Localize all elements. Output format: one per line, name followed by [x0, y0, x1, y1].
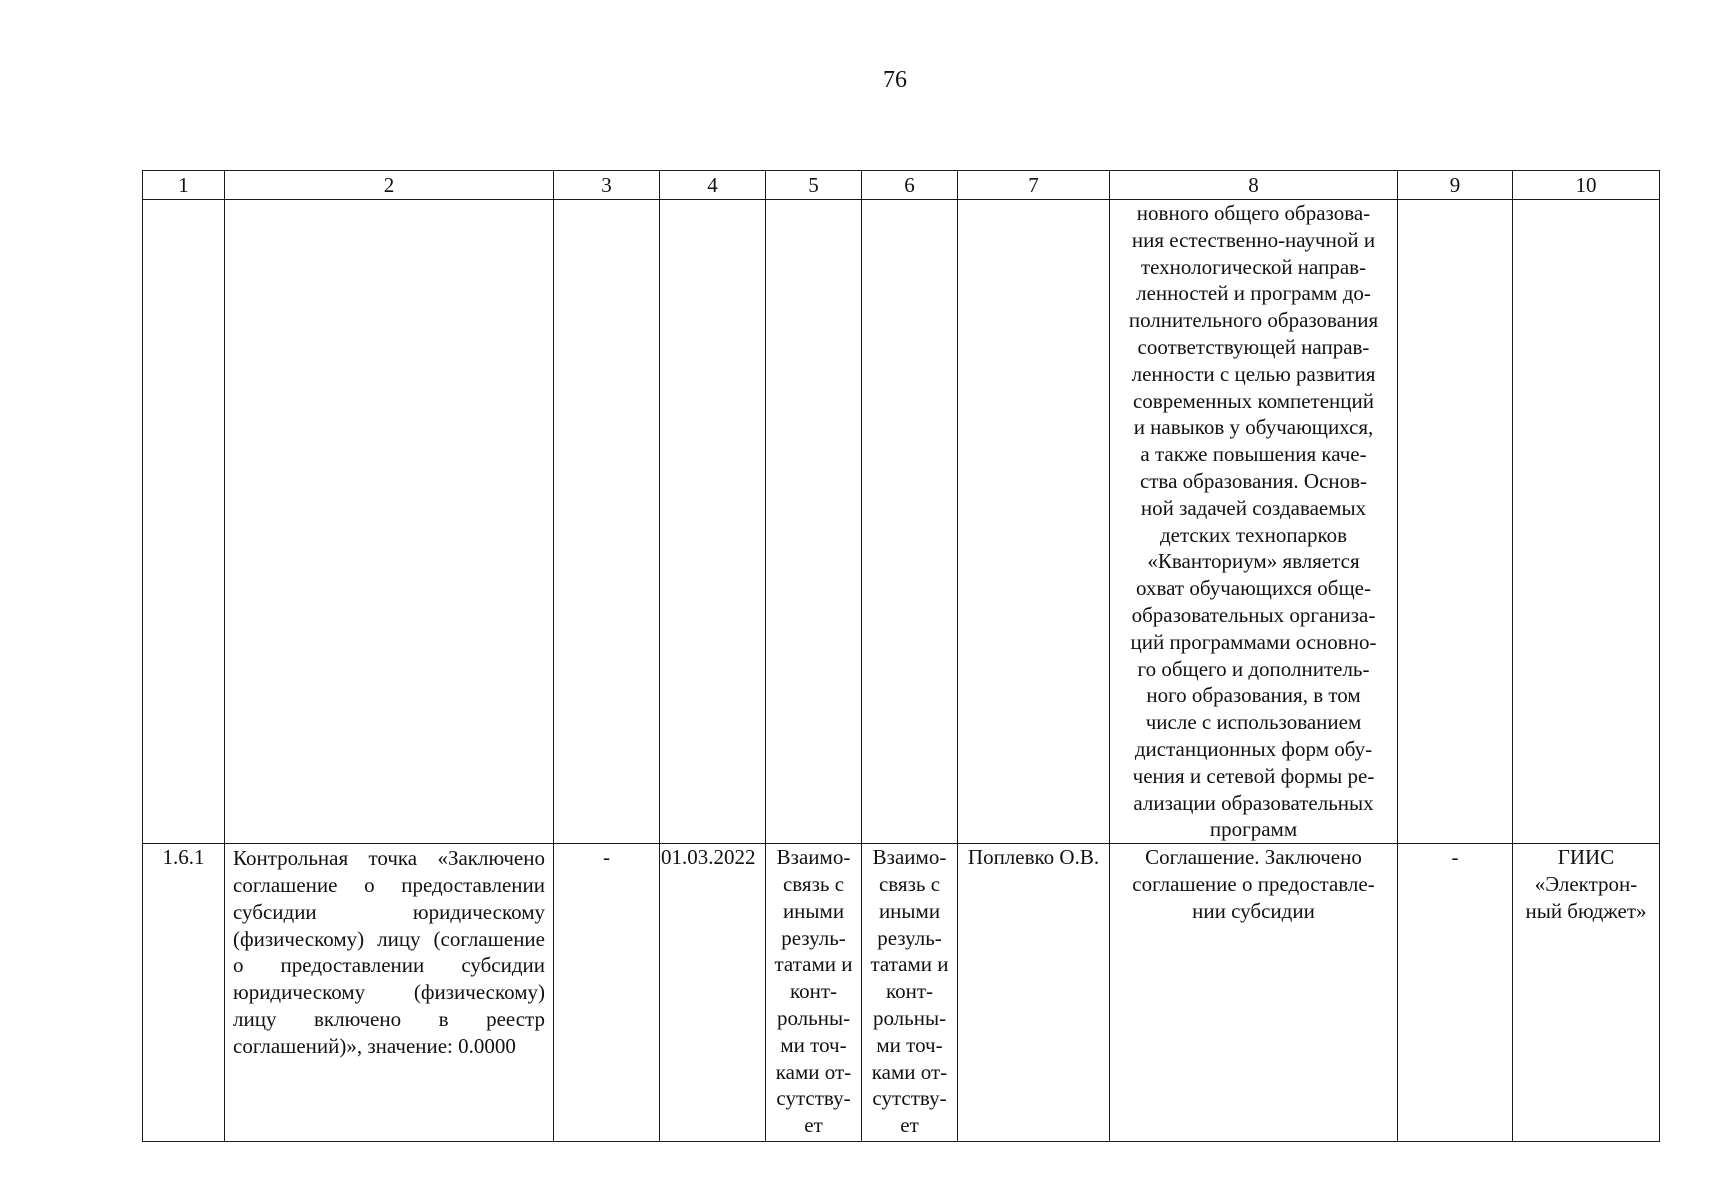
- cell-system: ГИИС «Электрон- ный бюджет»: [1513, 844, 1660, 1142]
- cell-relation-6: Взаимо- связь с иными резуль- татами и конт- рольны- ми точ- ками от- сутству- ет: [862, 844, 958, 1142]
- cell-cont-col-10: [1513, 200, 1660, 844]
- cell-cont-col-2: [225, 200, 554, 844]
- cell-relation-5: Взаимо- связь с иными резуль- татами и конт- рольны- ми точ- ками от- сутству- ет: [766, 844, 862, 1142]
- cell-cont-col-1: [143, 200, 225, 844]
- cell-cont-col-4: [660, 200, 766, 844]
- header-col-6: 6: [862, 171, 958, 200]
- header-col-8: 8: [1110, 171, 1398, 200]
- header-col-7: 7: [958, 171, 1110, 200]
- cell-control-point: Контрольная точка «Заключено соглашение о предоставлении субсидии юридическому (физическому) лицу (соглашение о предоставлении субсидии юридическому (физическому) лицу включено в реестр соглашений)», значение: 0.0000: [225, 844, 554, 1142]
- header-col-1: 1: [143, 171, 225, 200]
- cell-col-3: -: [554, 844, 660, 1142]
- cell-cont-col-8: новного общего образова- ния естественно-научной и технологической направ- ленностей и программ до- полнительного образования соответствующей направ- ленности с целью развития современных компетенций и навыков у обучающихся, а также повышения каче- ства образования. Основ- ной задачей создаваемых детских технопарков «Кванториум» является охват обучающихся обще- образовательных организа- ций программами основно- го общего и дополнитель- ного образования, в том числе с использованием дистанционных форм обу- чения и сетевой формы ре- ализации образовательных программ: [1110, 200, 1398, 844]
- page-number: 76: [883, 67, 907, 93]
- cell-col-9: -: [1398, 844, 1513, 1142]
- header-col-9: 9: [1398, 171, 1513, 200]
- cell-cont-col-5: [766, 200, 862, 844]
- header-row: [143, 171, 1660, 200]
- table-row-1-6-1: [143, 844, 1660, 1142]
- cell-number: 1.6.1: [143, 844, 225, 1142]
- cell-cont-col-9: [1398, 200, 1513, 844]
- plan-table: [142, 170, 1660, 1142]
- header-col-3: 3: [554, 171, 660, 200]
- cell-date: 01.03.2022: [660, 844, 766, 1142]
- cell-cont-col-7: [958, 200, 1110, 844]
- cell-document: Соглашение. Заключено соглашение о предоставле- нии субсидии: [1110, 844, 1398, 1142]
- header-col-5: 5: [766, 171, 862, 200]
- continuation-row: [143, 200, 1660, 844]
- cell-responsible: Поплевко О.В.: [958, 844, 1110, 1142]
- cell-cont-col-3: [554, 200, 660, 844]
- header-col-4: 4: [660, 171, 766, 200]
- header-col-10: 10: [1513, 171, 1660, 200]
- header-col-2: 2: [225, 171, 554, 200]
- cell-cont-col-6: [862, 200, 958, 844]
